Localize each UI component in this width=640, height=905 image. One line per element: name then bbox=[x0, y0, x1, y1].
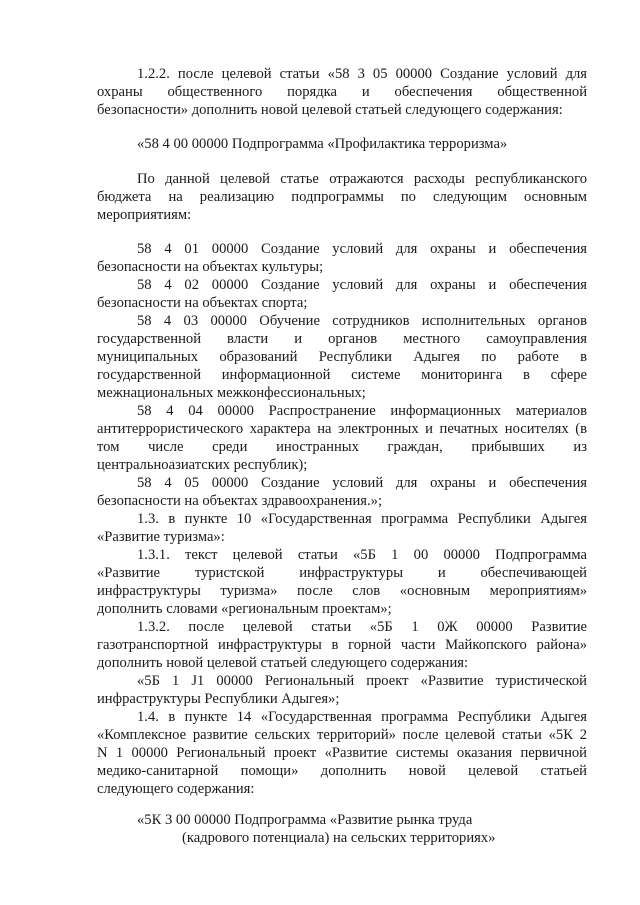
paragraph-line: дополнить новой целевой статьей следующего содержания: bbox=[97, 655, 469, 671]
paragraph-line: «Комплексное развитие сельских территорий» после целевой статьи «5К 2 bbox=[97, 727, 587, 743]
paragraph-line: дополнить словами «региональным проектам»; bbox=[97, 601, 392, 617]
paragraph-line: 1.4. в пункте 14 «Государственная программа Республики Адыгея bbox=[137, 709, 587, 725]
subprogram-title: (кадрового потенциала) на сельских территориях» bbox=[182, 830, 496, 846]
paragraph-line: инфраструктуры туризма» после слов «основным мероприятиям» bbox=[97, 583, 587, 599]
paragraph-line: 58 4 03 00000 Обучение сотрудников исполнительных органов bbox=[137, 313, 587, 329]
paragraph-line: безопасности на объектах здравоохранения.»; bbox=[97, 493, 383, 509]
paragraph-line: государственной власти и органов местного самоуправления bbox=[97, 331, 587, 347]
paragraph-line: «5Б 1 J1 00000 Региональный проект «Развитие туристической bbox=[137, 673, 587, 689]
paragraph-line: межнациональных межконфессиональных; bbox=[97, 385, 366, 401]
subprogram-title: «58 4 00 00000 Подпрограмма «Профилактика терроризма» bbox=[137, 136, 508, 152]
paragraph-line: мероприятиям: bbox=[97, 207, 192, 223]
paragraph-line: безопасности на объектах культуры; bbox=[97, 259, 324, 275]
paragraph-line: медико-санитарной помощи» дополнить новой целевой статьей bbox=[97, 763, 587, 779]
paragraph-line: 58 4 01 00000 Создание условий для охраны и обеспечения bbox=[137, 241, 587, 257]
paragraph-line: 1.3.2. после целевой статьи «5Б 1 0Ж 00000 Развитие bbox=[137, 619, 587, 635]
paragraph-line: 1.3. в пункте 10 «Государственная программа Республики Адыгея bbox=[137, 511, 587, 527]
paragraph-line: центральноазиатских республик); bbox=[97, 457, 308, 473]
paragraph-line: безопасности» дополнить новой целевой статьей следующего содержания: bbox=[97, 102, 563, 118]
paragraph-line: антитеррористического характера на электронных и печатных носителях (в bbox=[97, 421, 587, 437]
paragraph-line: 58 4 04 00000 Распространение информационных материалов bbox=[137, 403, 587, 419]
paragraph-line: 58 4 02 00000 Создание условий для охраны и обеспечения bbox=[137, 277, 587, 293]
paragraph-line: охраны общественного порядка и обеспечения общественной bbox=[97, 84, 587, 100]
paragraph-line: следующего содержания: bbox=[97, 781, 255, 797]
paragraph-line: том числе среди иностранных граждан, прибывших из bbox=[97, 439, 587, 455]
paragraph-line: По данной целевой статье отражаются расходы республиканского bbox=[137, 171, 587, 187]
paragraph-line: муниципальных образований Республики Адыгея по работе в bbox=[97, 349, 587, 365]
paragraph-line: государственной информационной системе мониторинга в сфере bbox=[97, 367, 587, 383]
paragraph-line: газотранспортной инфраструктуры в горной части Майкопского района» bbox=[97, 637, 587, 653]
paragraph-line: N 1 00000 Региональный проект «Развитие системы оказания первичной bbox=[97, 745, 587, 761]
paragraph-line: 1.2.2. после целевой статьи «58 3 05 00000 Создание условий для bbox=[137, 66, 587, 82]
paragraph-line: «Развитие туризма»: bbox=[97, 529, 225, 545]
paragraph-line: бюджета на реализацию подпрограммы по следующим основным bbox=[97, 189, 587, 205]
paragraph-line: 58 4 05 00000 Создание условий для охраны и обеспечения bbox=[137, 475, 587, 491]
paragraph-line: 1.3.1. текст целевой статьи «5Б 1 00 00000 Подпрограмма bbox=[137, 547, 587, 563]
paragraph-line: безопасности на объектах спорта; bbox=[97, 295, 308, 311]
paragraph-line: «Развитие туристской инфраструктуры и обеспечивающей bbox=[97, 565, 587, 581]
subprogram-title: «5К 3 00 00000 Подпрограмма «Развитие рынка труда bbox=[137, 812, 473, 828]
paragraph-line: инфраструктуры Республики Адыгея»; bbox=[97, 691, 340, 707]
